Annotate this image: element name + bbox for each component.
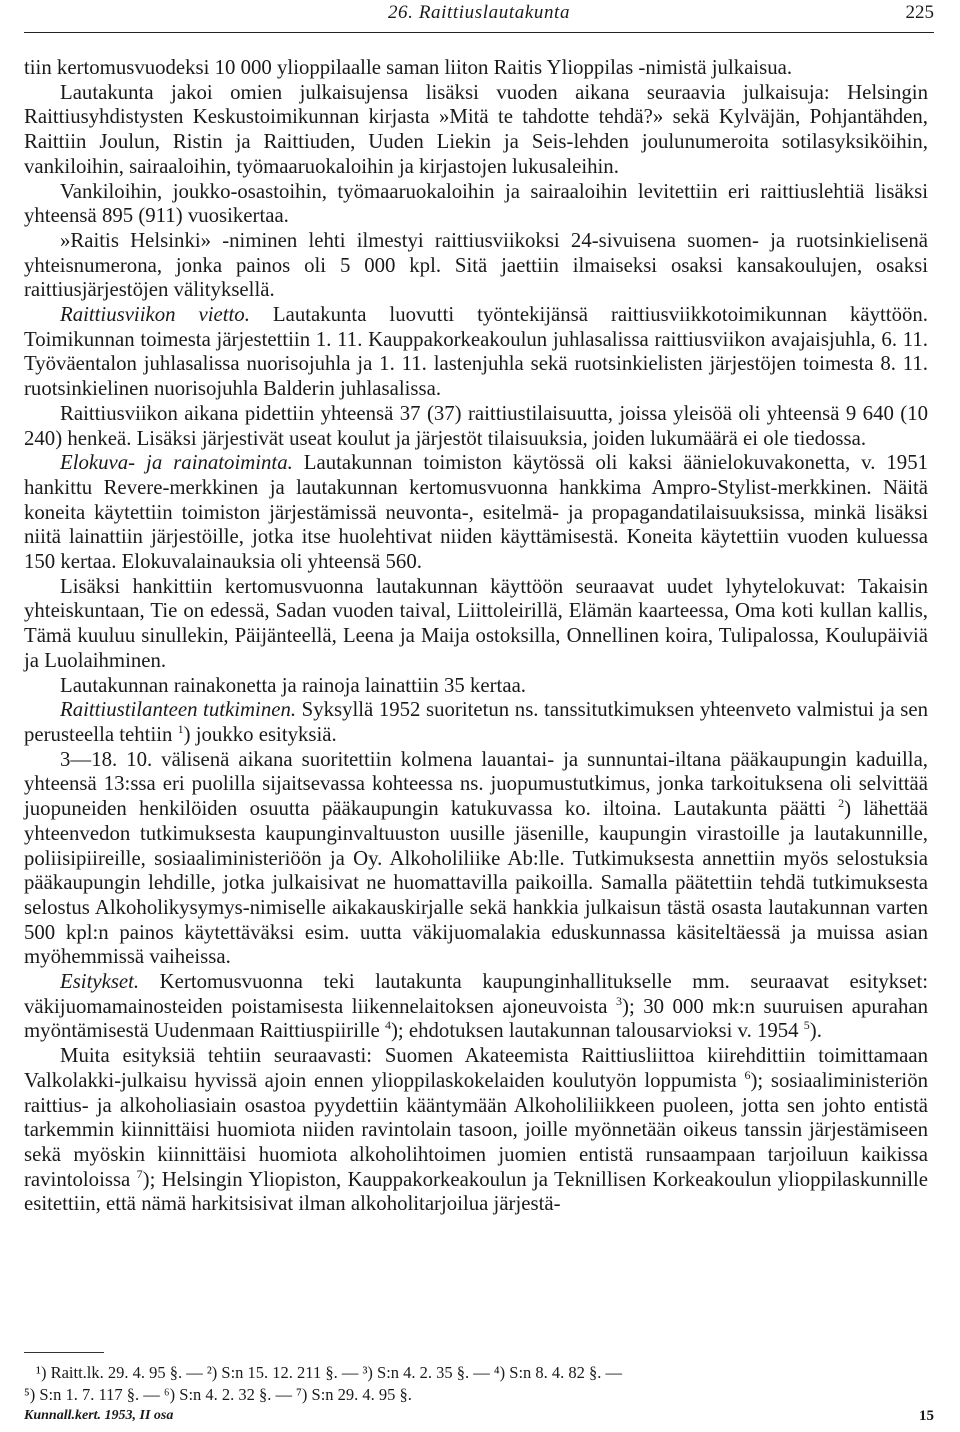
paragraph <box>24 56 928 81</box>
text-run: Lautakunta jakoi omien julkaisujensa lisäksi vuoden aikana seuraavia julkaisuja: Helsingin Raittiusyhdistysten Keskustoimikunnan kirjasta »Mitä te tahdotte tehdä?» sekä Kylväjän, Pohjantähden, Raittiin Joulun, Ristin ja Raittiuden, Uuden Liekin ja Seis-lehden joulunumeroita sotilasyksiköihin, vankiloihin, sairaaloihin, työmaaruokaloihin ja kirjastojen lukusaleihin. <box>24 80 928 178</box>
paragraph <box>24 402 928 451</box>
text-run: ); ehdotuksen lautakunnan talousarvioksi v. 1954 <box>391 1019 804 1043</box>
paragraph <box>24 1044 928 1217</box>
header-rule <box>24 32 934 33</box>
section-heading: Esitykset. <box>60 970 140 994</box>
text-run: Lisäksi hankittiin kertomusvuonna lautakunnan käyttöön seuraavat uudet lyhytelokuvat: Takaisin yhteiskuntaan, Tie on edessä, Sadan vuoden taival, Liittoleirillä, Elämän kaarteessa, Oma koti kullan kallis, Tämä kuuluu sinullekin, Päijänteellä, Leena ja Maija ostoksilla, Onnellinen koira, Tulipalossa, Koulupäiviä ja Luolaihminen. <box>24 574 928 672</box>
text-run: Vankiloihin, joukko-osastoihin, työmaaruokaloihin ja sairaaloihin levitettiin eri raittiuslehtiä lisäksi yhteensä 895 (911) vuosikertaa. <box>24 179 928 228</box>
text-run: Raittiusviikon aikana pidettiin yhteensä 37 (37) raittiustilaisuutta, joissa yleisöä oli yhteensä 9 640 (10 240) henkeä. Lisäksi järjestivät useat koulut ja järjestöt tilaisuuksia, joiden lukumäärä ei ole tiedossa. <box>24 401 928 450</box>
paragraph <box>24 303 928 402</box>
page-footer <box>24 1408 934 1428</box>
paragraph <box>24 451 928 575</box>
text-run: Muita esityksiä tehtiin seuraavasti: Suomen Akateemista Raittiusliittoa kiirehdittiin toimittamaan Valkolakki-julkaisu hyvissä ajoin ennen ylioppilaskokelaiden koulutyön loppumista <box>24 1044 928 1092</box>
text-run: Lautakunnan toimiston käytössä oli kaksi äänielokuvakonetta, v. 1951 hankittu Revere-merkkinen ja lautakunnan kertomusvuonna hankkima Ampro-Stylist-merkkinen. Näitä koneita käytettiin toimiston järjestämissä neuvonta-, esitelmä- ja propagandatilaisuuksissa, minkä lisäksi niitä lainattiin järjestöille, jotka itse huolehtivat niiden käyttämisestä. Koneita käytettiin vuoden kuluessa 150 kertaa. Elokuvalainauksia oli yhteensä 560. <box>24 451 928 574</box>
text-run: Lautakunnan rainakonetta ja rainoja lainattiin 35 kertaa. <box>60 673 527 697</box>
text-run: »Raitis Helsinki» -niminen lehti ilmestyi raittiusviikoksi 24-sivuisena suomen- ja ruotsinkielisenä yhteisnumerona, jonka painos oli 5 000 kpl. Sitä jaettiin ilmaiseksi osaksi kansakoulujen, osaksi raittiusjärjestöjen välityksellä. <box>24 228 928 302</box>
text-run: Syksyllä 1952 suoritetun ns. tanssitutkimuksen yhteenveto valmistui ja sen perusteella tehtiin <box>24 698 928 746</box>
text-run: Kertomusvuonna teki lautakunta kaupunginhallitukselle mm. seuraavat esitykset: väkijuomamainosteiden poistamisesta liikennelaitoksen ajoneuvoista <box>24 970 928 1018</box>
text-run: ); sosiaaliministeriön raittius- ja alkoholiasiain osastoa pyydettiin kääntymään Alkoholiliikkeen puoleen, jotta sen johto entistä tarkemmin kiinnittäisi huomiota niiden ravintolain tasoon, joille myönnetään oikeus tanssin järjestämiseen sekä myöskin kiinnittäisi huomiota alkoholihtoimen juomien entistä runsaampaan tarjoiluun kaikissa ravintoloissa <box>24 1068 928 1191</box>
paragraph <box>24 180 928 229</box>
footnote-ref: 5 <box>803 1018 810 1033</box>
footnote-ref: 7 <box>136 1166 143 1181</box>
page-number: 225 <box>905 2 934 23</box>
text-run: Lautakunta luovutti työntekijänsä raittiusviikkotoimikunnan käyttöön. Toimikunnan toimesta järjestettiin 1. 11. Kauppakorkeakoulun juhlasalissa raittiusviikon avajaisjuhla, 6. 11. Työväentalon juhlasalissa nuorisojuhla ja 1. 11. lastenjuhla sekä ruotsinkielisten järjestöjen toimesta 8. 11. ruotsinkielinen nuorisojuhla Balderin juhlasalissa. <box>24 303 928 401</box>
footnote-ref: 1 <box>177 722 184 737</box>
footnote-line: ⁵) S:n 1. 7. 117 §. — ⁶) S:n 4. 2. 32 §. — ⁷) S:n 29. 4. 95 §. <box>24 1385 412 1404</box>
text-run: tiin kertomusvuodeksi 10 000 ylioppilaalle saman liiton Raitis Ylioppilas -nimistä julkaisua. <box>24 56 793 79</box>
paragraph <box>24 229 928 303</box>
footnote-ref: 6 <box>744 1067 751 1082</box>
text-run: ). <box>809 1019 822 1043</box>
paragraph <box>24 698 928 747</box>
paragraph <box>24 970 928 1044</box>
text-run: ) lähettää yhteenvedon tutkimuksesta kaupunginvaltuuston uusille jäsenille, kaupungin virastoille ja lautakunnille, poliisipiireille, sosiaaliministeriöön ja Oy. Alkoholiliike Ab:lle. Tutkimuksesta annettiin myös selostuksia pääkaupungin lehdille, jotka julkaisivat ne huomattavilla paikoilla. Samalla päätettiin tehdä tutkimuksesta selostus Alkoholikysymys-nimiselle aikakauskirjalle sekä hankkia julkaisun tästä osasta lautakunnan varten 500 kpl:n painos käytettäväksi esim. uutta väkijuomalakia eduskunnassa käsiteltäessä ja muissa asian myöhemmissä vaiheissa. <box>24 797 929 969</box>
text-run: 3—18. 10. välisenä aikana suoritettiin kolmena lauantai- ja sunnuntai-iltana pääkaupungin kaduilla, yhteensä 13:ssa eri puolilla sijaitsevassa kohteessa ns. juopumustutkimus, jonka tarkoituksena oli selvittää juopuneiden henkilöiden osuutta pääkaupungin katukuvassa ko. iltoina. Lautakunta päätti <box>24 747 928 821</box>
section-heading: Raittiustilanteen tutkiminen. <box>60 698 297 722</box>
text-run: ) joukko esityksiä. <box>183 722 337 746</box>
footnote-ref: 2 <box>838 796 845 811</box>
footnotes <box>24 1362 928 1406</box>
paragraph <box>24 81 928 180</box>
paragraph <box>24 575 928 674</box>
text-run: ); 30 000 mk:n suuruisen apurahan myöntämisestä Uudenmaan Raittiuspiirille <box>24 994 928 1043</box>
body-text <box>24 56 928 1217</box>
source-reference: Kunnall.kert. 1953, II osa <box>24 1408 174 1423</box>
section-heading: Raittiusviikon vietto. <box>60 303 250 327</box>
footnote-rule <box>24 1352 104 1353</box>
footnote-ref: 3 <box>616 993 623 1008</box>
page-header <box>24 2 934 30</box>
footnote-line: ¹) Raitt.lk. 29. 4. 95 §. — ²) S:n 15. 12. 211 §. — ³) S:n 4. 2. 35 §. — ⁴) S:n 8. 4. 82 §. — <box>36 1363 623 1382</box>
footnote-ref: 4 <box>385 1018 391 1033</box>
running-title: 26. Raittiuslautakunta <box>387 2 571 23</box>
section-heading: Elokuva- ja rainatoiminta. <box>60 451 293 475</box>
signature-number: 15 <box>919 1408 934 1424</box>
text-run: ); Helsingin Yliopiston, Kauppakorkeakoulun ja Teknillisen Korkeakoulun ylioppilaskunnille esitettiin, että nämä harkitsisivat ilman alkoholitarjoilua järjestä- <box>24 1167 928 1216</box>
paragraph <box>24 674 928 699</box>
paragraph <box>24 748 928 970</box>
